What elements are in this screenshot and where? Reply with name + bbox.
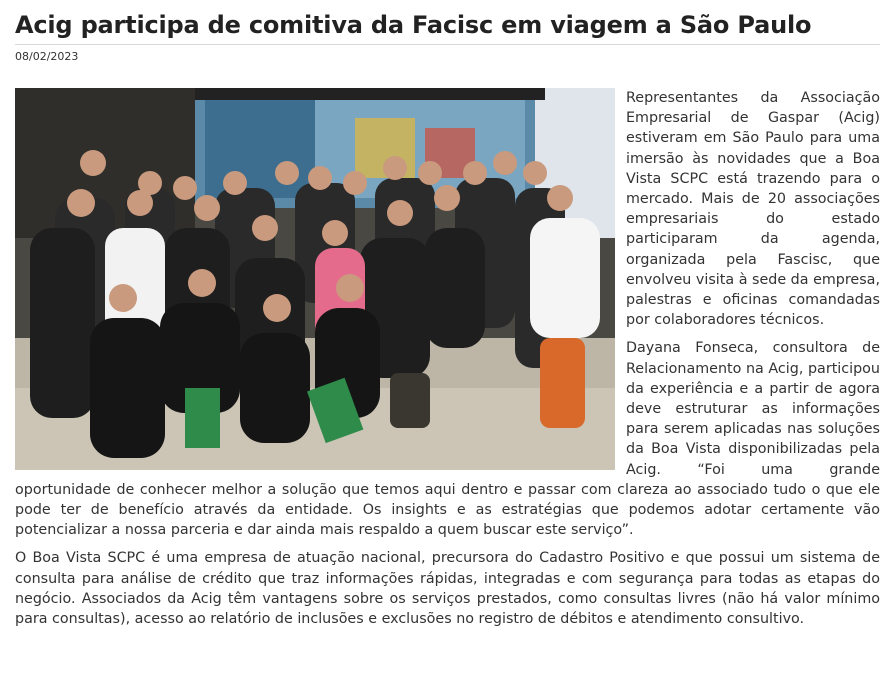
paragraph-2: Dayana Fonseca, consultora de Relacionamento na Acig, participou da experiência e a partir de agora deve estruturar as informações para serem aplicadas nas soluções da Boa Vista disponibilizadas pela Acig. “Foi uma grande oportunidade de conhecer melhor a solução que temos aqui dentro e passar com clareza ao associado tudo o que ele pode ter de benefício através da entidade. Os insights e as estratégias que podemos adotar certamente vão potencializar a nossa parceria e dar ainda mais respaldo a quem buscar este serviço”. (15, 340, 880, 539)
article-date: 08/02/2023 (15, 50, 79, 63)
article-title: Acig participa de comitiva da Facisc em viagem a São Paulo (15, 11, 812, 39)
group-photo-image (15, 88, 615, 470)
paragraph-1: Representantes da Associação Empresarial de Gaspar (Acig) estiveram em São Paulo para uma imersão às novidades que a Boa Vista SCPC está trazendo para o mercado. Mais de 20 associações empresariais do estado participaram da agenda, organizada pela Fascisc, que envolveu visita à sede da empresa, palestras e oficinas comandadas por colaboradores técnicos. (626, 90, 880, 329)
group-photo-illustration (15, 88, 615, 470)
paragraph-3: O Boa Vista SCPC é uma empresa de atuação nacional, precursora do Cadastro Positivo e que possui um sistema de consulta para análise de crédito que traz informações rápidas, integradas e com segurança para todas as etapas do negócio. Associados da Acig têm vantagens sobre os serviços prestados, como consultas livres (não há valor mínimo para consultas), acesso ao relatório de inclusões e exclusões no registro de débitos e atendimento consultivo. (15, 550, 880, 628)
title-divider (15, 44, 880, 45)
article-body (15, 88, 880, 637)
